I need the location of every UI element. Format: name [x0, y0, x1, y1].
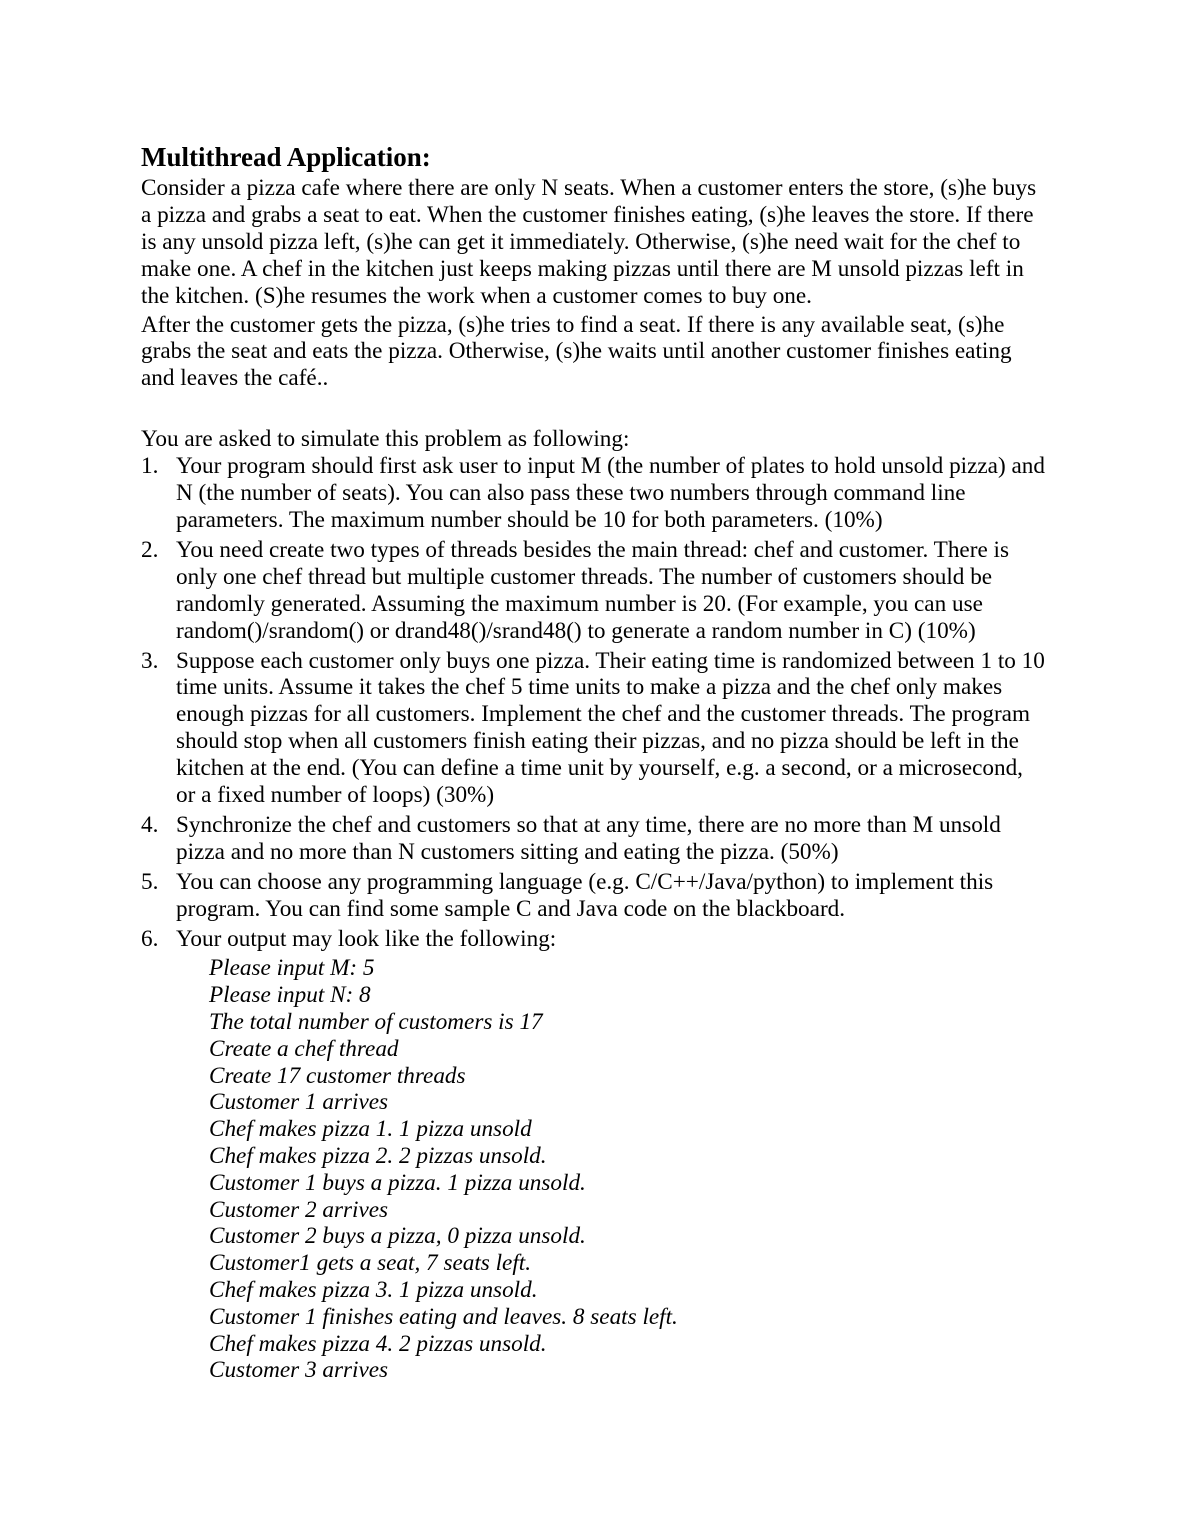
text-line: Consider a pizza cafe where there are only N seats. When a customer enters the store, (s)he buys	[141, 175, 1037, 201]
sample-output-line: Customer 2 buys a pizza, 0 pizza unsold.	[209, 1223, 586, 1250]
sample-output-line: Chef makes pizza 3. 1 pizza unsold.	[209, 1277, 538, 1304]
text-line: Synchronize the chef and customers so that at any time, there are no more than M unsold	[176, 811, 1001, 838]
text-line: pizza and no more than N customers sitting and eating the pizza. (50%)	[176, 838, 839, 865]
text-line: make one. A chef in the kitchen just keeps making pizzas until there are M unsold pizzas left in	[141, 255, 1024, 282]
list-number: 4.	[141, 811, 159, 838]
sample-output-line: Please input N: 8	[209, 982, 371, 1009]
requirements-list	[141, 453, 1061, 1384]
list-item	[141, 537, 1061, 645]
text-line: time units. Assume it takes the chef 5 time units to make a pizza and the chef only makes	[176, 674, 1003, 701]
sample-output	[176, 955, 1061, 1384]
list-number: 6.	[141, 925, 159, 952]
list-item	[141, 926, 1061, 1385]
text-line: the kitchen. (S)he resumes the work when a customer comes to buy one.	[141, 282, 812, 309]
list-number: 1.	[141, 453, 159, 480]
sample-output-line: Customer 1 arrives	[209, 1089, 389, 1116]
text-line: should stop when all customers finish eating their pizzas, and no pizza should be left in the	[176, 728, 1019, 755]
list-item	[141, 869, 1061, 923]
task-intro: You are asked to simulate this problem as following:	[141, 426, 630, 453]
text-line: parameters. The maximum number should be 10 for both parameters. (10%)	[176, 506, 883, 533]
text-line: N (the number of seats). You can also pass these two numbers through command line	[176, 480, 966, 507]
text-line: Your program should first ask user to input M (the number of plates to hold unsold pizza) and	[176, 453, 1045, 480]
text-line: Suppose each customer only buys one pizza. Their eating time is randomized between 1 to 10	[176, 647, 1045, 674]
text-line: only one chef thread but multiple customer threads. The number of customers should be	[176, 563, 993, 590]
text-line: program. You can find some sample C and Java code on the blackboard.	[176, 895, 846, 922]
sample-output-line: Customer 2 arrives	[209, 1196, 389, 1223]
sample-output-line: Customer 1 buys a pizza. 1 pizza unsold.	[209, 1169, 586, 1196]
list-number: 5.	[141, 868, 159, 895]
sample-output-line: Customer1 gets a seat, 7 seats left.	[209, 1250, 532, 1277]
text-line: kitchen at the end. (You can define a time unit by yourself, e.g. a second, or a microsecond,	[176, 755, 1023, 782]
list-number: 3.	[141, 647, 159, 674]
text-line: and leaves the café..	[141, 365, 329, 392]
list-item	[141, 812, 1061, 866]
intro-paragraph	[141, 312, 1061, 393]
text-line: enough pizzas for all customers. Implement the chef and the customer threads. The program	[176, 701, 1030, 728]
text-line: grabs the seat and eats the pizza. Otherwise, (s)he waits until another customer finishes eating	[141, 338, 1012, 365]
text-line: You need create two types of threads besides the main thread: chef and customer. There is	[176, 536, 1009, 563]
list-item	[141, 453, 1061, 534]
list-number: 2.	[141, 536, 159, 563]
sample-output-line: Chef makes pizza 1. 1 pizza unsold	[209, 1116, 532, 1143]
sample-output-line: Customer 1 finishes eating and leaves. 8 seats left.	[209, 1303, 678, 1330]
sample-output-line: Chef makes pizza 4. 2 pizzas unsold.	[209, 1330, 547, 1357]
text-line: After the customer gets the pizza, (s)he tries to find a seat. If there is any available seat, (s)he	[141, 311, 1005, 338]
text-line: Your output may look like the following:	[176, 925, 557, 952]
sample-output-line: Create 17 customer threads	[209, 1062, 466, 1089]
intro-paragraph	[141, 175, 1061, 310]
sample-output-line: The total number of customers is 17	[209, 1009, 543, 1036]
sample-output-line: Create a chef thread	[209, 1035, 399, 1062]
document-page	[141, 141, 1061, 1387]
text-line: random()/srandom() or drand48()/srand48() to generate a random number in C) (10%)	[176, 617, 976, 644]
document-title: Multithread Application:	[141, 142, 431, 172]
intro-section	[141, 175, 1061, 392]
sample-output-line: Chef makes pizza 2. 2 pizzas unsold.	[209, 1143, 547, 1170]
list-item	[141, 648, 1061, 809]
text-line: is any unsold pizza left, (s)he can get it immediately. Otherwise, (s)he need wait for the chef to	[141, 228, 1021, 255]
sample-output-line: Customer 3 arrives	[209, 1357, 389, 1384]
text-line: randomly generated. Assuming the maximum number is 20. (For example, you can use	[176, 590, 983, 617]
spacer	[141, 394, 1061, 426]
sample-output-line: Please input M: 5	[209, 955, 375, 982]
text-line: You can choose any programming language (e.g. C/C++/Java/python) to implement this	[176, 868, 994, 895]
text-line: a pizza and grabs a seat to eat. When the customer finishes eating, (s)he leaves the store. If there	[141, 201, 1034, 228]
text-line: or a fixed number of loops) (30%)	[176, 782, 495, 809]
